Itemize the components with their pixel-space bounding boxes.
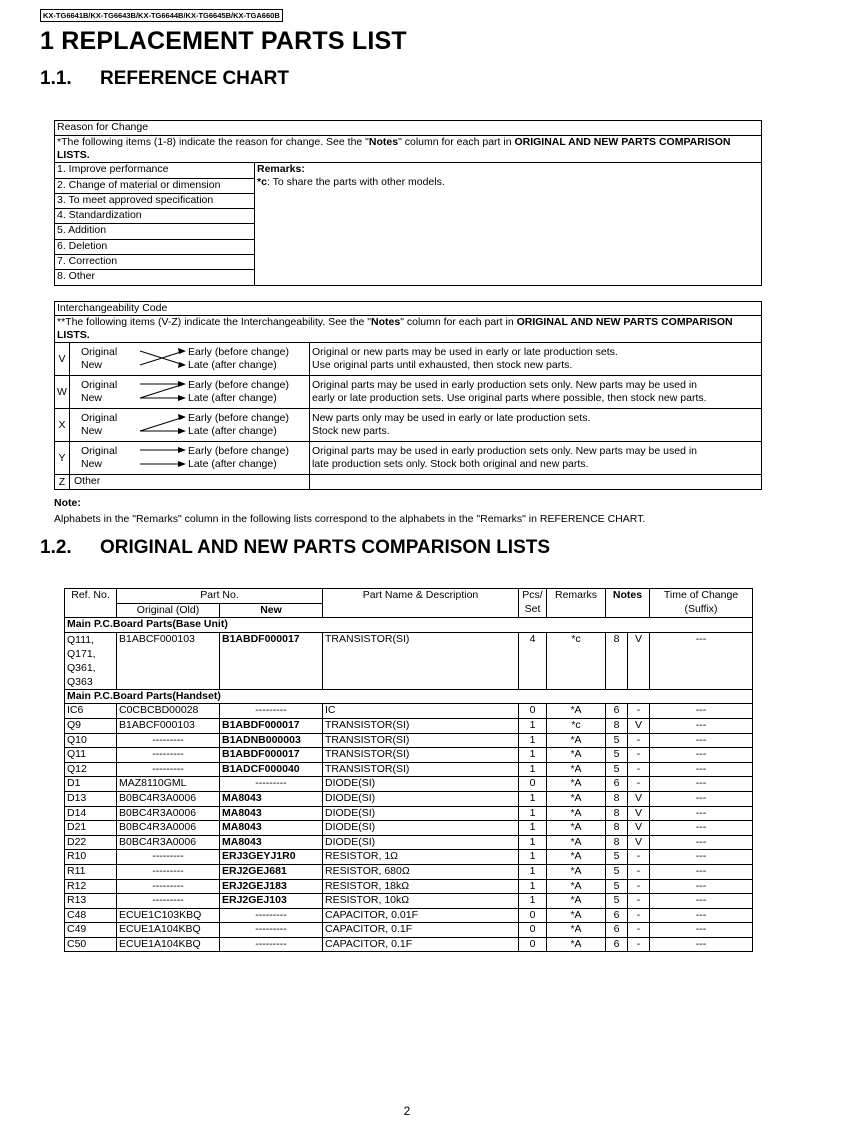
original-cell: --------- <box>117 762 220 777</box>
reason-item: 6. Deletion <box>55 239 255 254</box>
code-cell: - <box>628 704 650 719</box>
table-row <box>65 704 753 719</box>
col-pcs: Pcs/ Set <box>519 589 547 618</box>
new-cell: MA8043 <box>220 806 323 821</box>
late-label: Late (after change) <box>188 359 277 371</box>
interchange-diagram <box>70 376 310 409</box>
interchange-description <box>310 475 762 490</box>
col-ref: Ref. No. <box>65 589 117 618</box>
pcs-cell: 0 <box>519 704 547 719</box>
section-row: Main P.C.Board Parts(Handset) <box>65 689 753 704</box>
table-row <box>65 791 753 806</box>
interchange-row-x <box>55 409 762 442</box>
original-cell: --------- <box>117 748 220 763</box>
table-row <box>65 864 753 879</box>
code-cell: V <box>628 806 650 821</box>
reason-for-change-table <box>54 120 762 286</box>
pcs-cell: 4 <box>519 632 547 689</box>
reason-remarks: Remarks: *c: To share the parts with other models. <box>255 163 762 285</box>
reason-cell: 8 <box>606 806 628 821</box>
table-row <box>65 777 753 792</box>
name-cell: TRANSISTOR(SI) <box>323 718 519 733</box>
interchange-row-w <box>55 376 762 409</box>
code-cell: V <box>628 791 650 806</box>
remarks-cell: *A <box>547 762 606 777</box>
name-cell: DIODE(SI) <box>323 806 519 821</box>
reason-cell: 5 <box>606 733 628 748</box>
table-row <box>65 748 753 763</box>
ref-cell: R12 <box>65 879 117 894</box>
col-part-no: Part No. <box>117 589 323 604</box>
new-label: New <box>81 359 103 371</box>
remarks-cell: *A <box>547 806 606 821</box>
model-tag: KX-TG6641B/KX-TG6643B/KX-TG6644B/KX-TG6645B/KX-TGA660B <box>40 9 283 22</box>
late-label: Late (after change) <box>188 425 277 437</box>
new-cell: --------- <box>220 704 323 719</box>
ref-cell: C50 <box>65 937 117 952</box>
interchangeability-table <box>54 301 762 490</box>
remarks-cell: *A <box>547 835 606 850</box>
time-cell: --- <box>650 937 753 952</box>
w-arrow-icon <box>138 378 188 406</box>
new-cell: --------- <box>220 908 323 923</box>
ref-cell: C48 <box>65 908 117 923</box>
section-number: 1.1. <box>40 68 72 89</box>
reason-cell: 5 <box>606 894 628 909</box>
early-label: Early (before change) <box>188 346 289 358</box>
time-cell: --- <box>650 908 753 923</box>
code-cell: - <box>628 850 650 865</box>
pcs-cell: 1 <box>519 718 547 733</box>
pcs-cell: 1 <box>519 791 547 806</box>
interchange-z-text: Other <box>70 475 310 490</box>
time-cell: --- <box>650 806 753 821</box>
table-row <box>65 821 753 836</box>
early-label: Early (before change) <box>188 379 289 391</box>
remarks-cell: *A <box>547 894 606 909</box>
section-heading-comparison-lists <box>40 537 550 559</box>
table-row <box>65 908 753 923</box>
pcs-cell: 0 <box>519 923 547 938</box>
remarks-cell: *A <box>547 821 606 836</box>
new-cell: MA8043 <box>220 791 323 806</box>
name-cell: TRANSISTOR(SI) <box>323 632 519 689</box>
original-cell: B0BC4R3A0006 <box>117 791 220 806</box>
table-row <box>65 835 753 850</box>
pcs-cell: 1 <box>519 748 547 763</box>
cross-arrow-icon <box>138 345 188 373</box>
col-notes: Notes <box>606 589 650 618</box>
new-cell: MA8043 <box>220 821 323 836</box>
original-cell: ECUE1A104KBQ <box>117 923 220 938</box>
code-cell: - <box>628 923 650 938</box>
interchange-code: V <box>55 343 70 376</box>
original-cell: B0BC4R3A0006 <box>117 821 220 836</box>
interchange-code: W <box>55 376 70 409</box>
name-cell: DIODE(SI) <box>323 791 519 806</box>
original-cell: --------- <box>117 894 220 909</box>
name-cell: DIODE(SI) <box>323 777 519 792</box>
reason-cell: 5 <box>606 762 628 777</box>
pcs-cell: 1 <box>519 821 547 836</box>
remarks-cell: *A <box>547 748 606 763</box>
new-cell: B1ABDF000017 <box>220 718 323 733</box>
time-cell: --- <box>650 821 753 836</box>
new-cell: B1ABDF000017 <box>220 748 323 763</box>
code-cell: - <box>628 777 650 792</box>
original-cell: B0BC4R3A0006 <box>117 835 220 850</box>
table-row <box>65 762 753 777</box>
col-remarks: Remarks <box>547 589 606 618</box>
code-cell: - <box>628 908 650 923</box>
original-cell: B1ABCF000103 <box>117 718 220 733</box>
name-cell: CAPACITOR, 0.1F <box>323 937 519 952</box>
reason-cell: 6 <box>606 777 628 792</box>
new-cell: B1ABDF000017 <box>220 632 323 689</box>
name-cell: RESISTOR, 10kΩ <box>323 894 519 909</box>
early-label: Early (before change) <box>188 412 289 424</box>
remarks-cell: *A <box>547 850 606 865</box>
reason-item: 5. Addition <box>55 224 255 239</box>
reason-cell: 6 <box>606 704 628 719</box>
section-heading-reference-chart <box>40 68 289 90</box>
original-label: Original <box>81 412 118 424</box>
new-cell: ERJ3GEYJ1R0 <box>220 850 323 865</box>
reason-cell: 5 <box>606 879 628 894</box>
late-label: Late (after change) <box>188 458 277 470</box>
ref-cell: C49 <box>65 923 117 938</box>
section-title: ORIGINAL AND NEW PARTS COMPARISON LISTS <box>100 537 551 558</box>
header-row <box>65 589 753 604</box>
col-name: Part Name & Description <box>323 589 519 618</box>
ref-cell: Q10 <box>65 733 117 748</box>
interchange-code: X <box>55 409 70 442</box>
col-time: Time of Change (Suffix) <box>650 589 753 618</box>
y-arrow-icon <box>138 444 188 472</box>
code-cell: V <box>628 821 650 836</box>
code-cell: - <box>628 748 650 763</box>
interchange-diagram <box>70 409 310 442</box>
pcs-cell: 0 <box>519 937 547 952</box>
interchange-diagram <box>70 343 310 376</box>
original-cell: --------- <box>117 879 220 894</box>
section-row: Main P.C.Board Parts(Base Unit) <box>65 618 753 633</box>
name-cell: DIODE(SI) <box>323 821 519 836</box>
original-cell: B1ABCF000103 <box>117 632 220 689</box>
code-cell: V <box>628 632 650 689</box>
table-row <box>65 632 753 689</box>
original-cell: --------- <box>117 850 220 865</box>
code-cell: V <box>628 835 650 850</box>
ref-cell: Q9 <box>65 718 117 733</box>
table-row <box>65 879 753 894</box>
remarks-cell: *A <box>547 791 606 806</box>
ref-cell: Q11 <box>65 748 117 763</box>
time-cell: --- <box>650 864 753 879</box>
name-cell: CAPACITOR, 0.01F <box>323 908 519 923</box>
reason-cell: 8 <box>606 821 628 836</box>
table-row <box>65 850 753 865</box>
interchange-row-y <box>55 442 762 475</box>
new-cell: --------- <box>220 923 323 938</box>
x-arrow-icon <box>138 411 188 439</box>
ref-cell: D22 <box>65 835 117 850</box>
interchange-description: New parts only may be used in early or late production sets. Stock new parts. <box>310 409 762 442</box>
col-new: New <box>220 603 323 618</box>
name-cell: RESISTOR, 18kΩ <box>323 879 519 894</box>
time-cell: --- <box>650 762 753 777</box>
time-cell: --- <box>650 894 753 909</box>
page-title: 1 REPLACEMENT PARTS LIST <box>40 27 407 55</box>
parts-comparison-table <box>64 588 753 952</box>
name-cell: RESISTOR, 680Ω <box>323 864 519 879</box>
code-cell: - <box>628 733 650 748</box>
reason-cell: 8 <box>606 632 628 689</box>
time-cell: --- <box>650 791 753 806</box>
reason-cell: 6 <box>606 923 628 938</box>
time-cell: --- <box>650 879 753 894</box>
reason-intro: *The following items (1-8) indicate the reason for change. See the "Notes" column for each part in ORIGINAL AND NEW PARTS COMPARISON LISTS. <box>55 136 762 163</box>
reason-cell: 5 <box>606 850 628 865</box>
section-title: REFERENCE CHART <box>100 68 289 89</box>
time-cell: --- <box>650 777 753 792</box>
table-row <box>65 923 753 938</box>
ref-cell: D21 <box>65 821 117 836</box>
original-label: Original <box>81 445 118 457</box>
pcs-cell: 1 <box>519 879 547 894</box>
pcs-cell: 1 <box>519 850 547 865</box>
interchange-header: Interchangeability Code <box>55 302 762 316</box>
original-cell: --------- <box>117 864 220 879</box>
reason-cell: 5 <box>606 748 628 763</box>
reason-header: Reason for Change <box>55 121 762 136</box>
ref-cell: D1 <box>65 777 117 792</box>
reason-item: 7. Correction <box>55 255 255 270</box>
ref-cell: D14 <box>65 806 117 821</box>
new-cell: ERJ2GEJ183 <box>220 879 323 894</box>
reason-cell: 8 <box>606 835 628 850</box>
code-cell: V <box>628 718 650 733</box>
ref-cell: Q12 <box>65 762 117 777</box>
new-label: New <box>81 392 103 404</box>
reason-item: 2. Change of material or dimension <box>55 178 255 193</box>
name-cell: IC <box>323 704 519 719</box>
remarks-cell: *A <box>547 864 606 879</box>
remarks-cell: *A <box>547 777 606 792</box>
reason-item: 8. Other <box>55 270 255 285</box>
new-cell: B1ADCF000040 <box>220 762 323 777</box>
late-label: Late (after change) <box>188 392 277 404</box>
new-cell: MA8043 <box>220 835 323 850</box>
time-cell: --- <box>650 733 753 748</box>
reason-cell: 6 <box>606 908 628 923</box>
code-cell: - <box>628 864 650 879</box>
table-row <box>65 806 753 821</box>
reason-cell: 5 <box>606 864 628 879</box>
original-cell: ECUE1A104KBQ <box>117 937 220 952</box>
original-cell: MAZ8110GML <box>117 777 220 792</box>
ref-cell: R13 <box>65 894 117 909</box>
code-cell: - <box>628 879 650 894</box>
original-label: Original <box>81 346 118 358</box>
pcs-cell: 1 <box>519 864 547 879</box>
time-cell: --- <box>650 704 753 719</box>
note-label: Note: <box>54 497 81 509</box>
ref-cell: R10 <box>65 850 117 865</box>
reason-item: 3. To meet approved specification <box>55 193 255 208</box>
new-label: New <box>81 425 103 437</box>
table-row <box>65 937 753 952</box>
reason-item: 1. Improve performance <box>55 163 255 178</box>
new-cell: ERJ2GEJ681 <box>220 864 323 879</box>
code-cell: - <box>628 894 650 909</box>
table-row <box>65 718 753 733</box>
name-cell: CAPACITOR, 0.1F <box>323 923 519 938</box>
new-cell: ERJ2GEJ103 <box>220 894 323 909</box>
early-label: Early (before change) <box>188 445 289 457</box>
original-cell: ECUE1C103KBQ <box>117 908 220 923</box>
name-cell: TRANSISTOR(SI) <box>323 733 519 748</box>
interchange-row-v <box>55 343 762 376</box>
interchange-row-z <box>55 475 762 490</box>
original-cell: B0BC4R3A0006 <box>117 806 220 821</box>
name-cell: TRANSISTOR(SI) <box>323 748 519 763</box>
new-cell: --------- <box>220 937 323 952</box>
reason-cell: 8 <box>606 718 628 733</box>
table-row <box>65 894 753 909</box>
interchange-description: Original parts may be used in early production sets only. New parts may be used in early or late production sets. Use original parts where possible, then stock new parts. <box>310 376 762 409</box>
table-row <box>65 733 753 748</box>
interchange-code: Y <box>55 442 70 475</box>
interchange-description: Original parts may be used in early production sets only. New parts may be used in late production sets only. Stock both original and new parts. <box>310 442 762 475</box>
original-label: Original <box>81 379 118 391</box>
ref-cell: Q111, Q171, Q361, Q363 <box>65 632 117 689</box>
remarks-cell: *A <box>547 704 606 719</box>
pcs-cell: 0 <box>519 777 547 792</box>
code-cell: - <box>628 937 650 952</box>
new-cell: --------- <box>220 777 323 792</box>
name-cell: TRANSISTOR(SI) <box>323 762 519 777</box>
interchange-intro: **The following items (V-Z) indicate the Interchangeability. See the "Notes" column for each part in ORIGINAL AND NEW PARTS COMPARISON LISTS. <box>55 316 762 343</box>
pcs-cell: 1 <box>519 894 547 909</box>
interchange-diagram <box>70 442 310 475</box>
new-label: New <box>81 458 103 470</box>
pcs-cell: 1 <box>519 835 547 850</box>
pcs-cell: 1 <box>519 733 547 748</box>
time-cell: --- <box>650 748 753 763</box>
remarks-cell: *A <box>547 908 606 923</box>
remarks-cell: *c <box>547 632 606 689</box>
note-text: Alphabets in the "Remarks" column in the following lists correspond to the alphabets in the "Remarks" in REFERENCE CHART. <box>54 513 646 525</box>
remarks-cell: *A <box>547 923 606 938</box>
time-cell: --- <box>650 835 753 850</box>
remarks-cell: *A <box>547 937 606 952</box>
section-number: 1.2. <box>40 537 72 558</box>
remarks-cell: *A <box>547 879 606 894</box>
time-cell: --- <box>650 850 753 865</box>
reason-cell: 6 <box>606 937 628 952</box>
time-cell: --- <box>650 923 753 938</box>
ref-cell: D13 <box>65 791 117 806</box>
name-cell: RESISTOR, 1Ω <box>323 850 519 865</box>
original-cell: --------- <box>117 733 220 748</box>
name-cell: DIODE(SI) <box>323 835 519 850</box>
time-cell: --- <box>650 632 753 689</box>
handset-rows <box>65 704 753 952</box>
pcs-cell: 1 <box>519 762 547 777</box>
new-cell: B1ADNB000003 <box>220 733 323 748</box>
remarks-cell: *A <box>547 733 606 748</box>
interchange-description: Original or new parts may be used in early or late production sets. Use original parts until exhausted, then stock new parts. <box>310 343 762 376</box>
time-cell: --- <box>650 718 753 733</box>
pcs-cell: 0 <box>519 908 547 923</box>
code-cell: - <box>628 762 650 777</box>
reason-item: 4. Standardization <box>55 209 255 224</box>
col-original: Original (Old) <box>117 603 220 618</box>
interchange-code: Z <box>55 475 70 490</box>
remarks-cell: *c <box>547 718 606 733</box>
reason-cell: 8 <box>606 791 628 806</box>
pcs-cell: 1 <box>519 806 547 821</box>
ref-cell: IC6 <box>65 704 117 719</box>
original-cell: C0CBCBD00028 <box>117 704 220 719</box>
ref-cell: R11 <box>65 864 117 879</box>
page-number: 2 <box>403 1104 411 1118</box>
